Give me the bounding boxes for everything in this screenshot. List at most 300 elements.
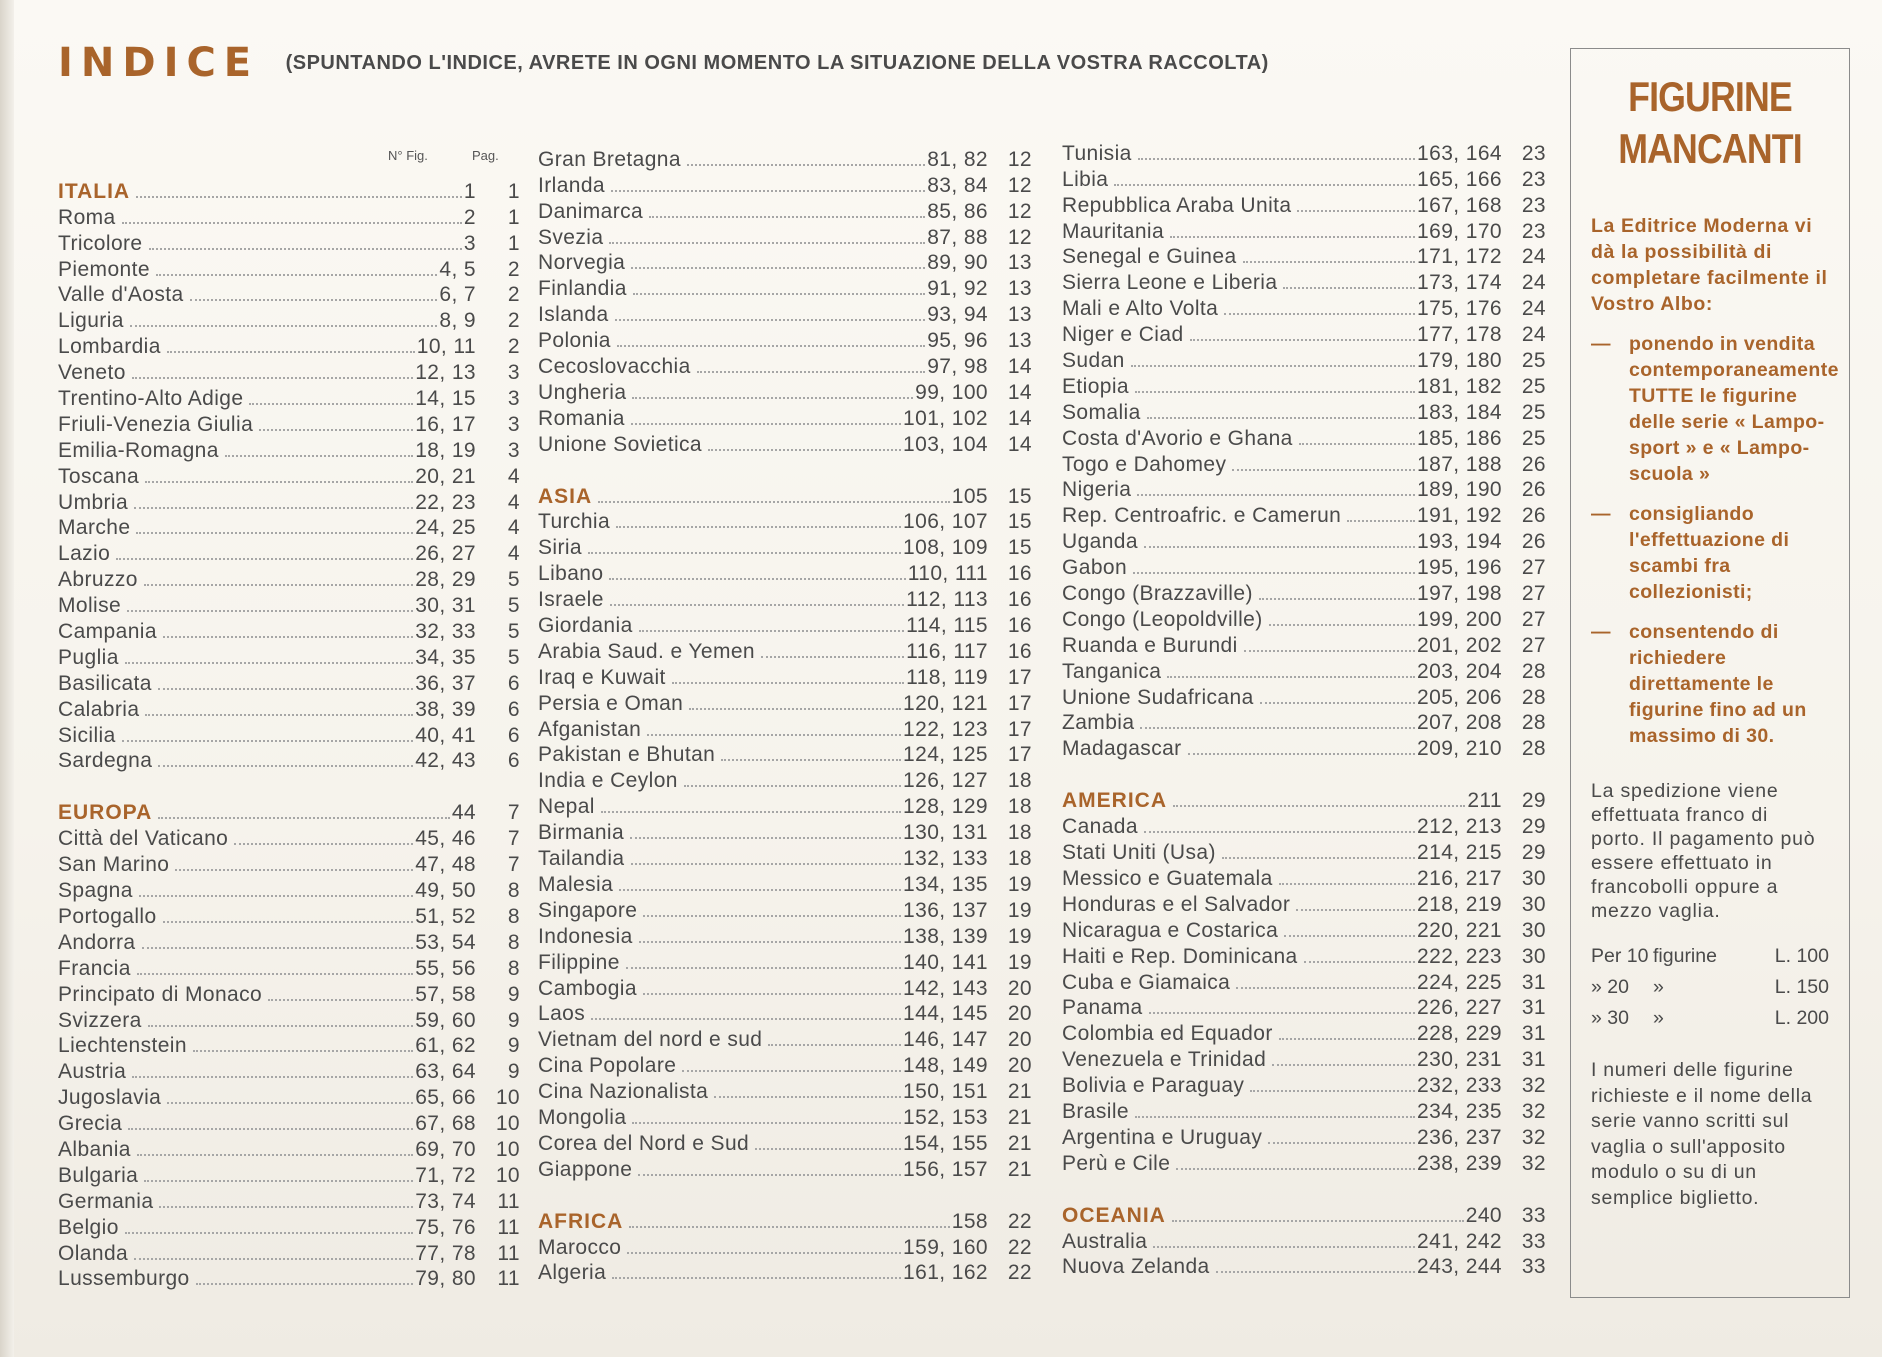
entry-name: Somalia — [1062, 400, 1141, 424]
index-row — [58, 1007, 520, 1033]
figure-numbers: 6, 7 — [439, 283, 476, 307]
figure-numbers: 26, 27 — [415, 542, 476, 566]
page-number: 21 — [1007, 1105, 1032, 1129]
page-number: 2 — [507, 335, 520, 359]
page-number: 4 — [507, 490, 520, 514]
index-row — [58, 1162, 520, 1188]
entry-name: Polonia — [538, 329, 611, 353]
figure-numbers: 97, 98 — [927, 355, 988, 379]
figure-numbers: 193, 194 — [1417, 530, 1502, 554]
entry-name: Unione Sovietica — [538, 432, 702, 456]
entry-name: Trentino-Alto Adige — [58, 387, 244, 411]
index-row — [58, 540, 520, 566]
entry-name: Liguria — [58, 309, 124, 333]
leader-dots — [609, 242, 925, 244]
leader-dots — [1297, 210, 1415, 212]
entry-name: Perù e Cile — [1062, 1151, 1171, 1175]
leader-dots — [1250, 1090, 1415, 1092]
entry-name: Etiopia — [1062, 374, 1130, 398]
page-number: 4 — [507, 542, 520, 566]
page-number: 11 — [497, 1189, 520, 1213]
closing-text: I numeri delle figurine richieste e il nome della serie vanno scritti sul vaglia o sull'apposito modulo o su di un semplice biglietto. — [1591, 1059, 1813, 1209]
index-row — [1062, 1098, 1546, 1124]
page-number: 21 — [1007, 1131, 1032, 1155]
figure-numbers: 124, 125 — [903, 743, 988, 767]
page-number: 11 — [497, 1215, 520, 1239]
entry-name: Ungheria — [538, 380, 627, 404]
entry-name: Cambogia — [538, 976, 637, 1000]
entry-name: Gabon — [1062, 556, 1128, 580]
index-row — [58, 618, 520, 644]
leader-dots — [167, 1102, 413, 1104]
index-row — [58, 877, 520, 903]
price-qty: Per 10 — [1591, 945, 1649, 967]
entry-name: Libia — [1062, 167, 1109, 191]
price-amount: L. 200 — [1774, 1007, 1829, 1029]
page-number: 14 — [1007, 380, 1032, 404]
index-row — [1062, 477, 1546, 503]
leader-dots — [1190, 339, 1416, 341]
entry-name: Sudan — [1062, 349, 1125, 373]
figure-numbers: 77, 78 — [415, 1241, 476, 1265]
index-row — [58, 1214, 520, 1240]
entry-name: Molise — [58, 594, 122, 618]
entry-name: Calabria — [58, 697, 140, 721]
figure-numbers: 191, 192 — [1417, 504, 1502, 528]
figure-numbers: 226, 227 — [1417, 996, 1502, 1020]
index-row — [538, 690, 1032, 716]
leader-dots — [193, 1050, 413, 1052]
entry-name: Grecia — [58, 1112, 123, 1136]
entry-name: San Marino — [58, 853, 170, 877]
leader-dots — [163, 636, 413, 638]
figure-numbers: 112, 113 — [906, 588, 988, 612]
page-number: 20 — [1007, 1002, 1032, 1026]
figure-numbers: 10, 11 — [416, 335, 476, 359]
page-number: 18 — [1007, 821, 1032, 845]
section-row — [58, 178, 520, 204]
leader-dots — [116, 558, 413, 560]
entry-name: Islanda — [538, 303, 609, 327]
leader-dots — [268, 999, 413, 1001]
figure-numbers: 91, 92 — [927, 277, 988, 301]
figure-numbers: 169, 170 — [1417, 219, 1502, 243]
entry-name: Haiti e Rep. Dominicana — [1062, 944, 1298, 968]
section-row — [1062, 1202, 1546, 1228]
leader-dots — [609, 578, 905, 580]
leader-dots — [125, 662, 413, 664]
bullet-dash: — — [1591, 333, 1611, 355]
figure-numbers: 140, 141 — [903, 950, 988, 974]
leader-dots — [1216, 1271, 1415, 1273]
page-number: 22 — [1007, 1261, 1032, 1285]
entry-name: Ruanda e Burundi — [1062, 633, 1238, 657]
index-row — [58, 437, 520, 463]
page-number: 31 — [1521, 1048, 1546, 1072]
page-number: 32 — [1521, 1074, 1546, 1098]
binding-spine — [0, 0, 14, 1357]
entry-name: Veneto — [58, 361, 126, 385]
leader-dots — [639, 630, 905, 632]
index-row — [58, 282, 520, 308]
figure-numbers: 16, 17 — [415, 412, 476, 436]
index-row — [538, 819, 1032, 845]
figure-numbers: 136, 137 — [903, 898, 988, 922]
figure-numbers: 73, 74 — [415, 1189, 476, 1213]
figure-numbers: 165, 166 — [1417, 167, 1502, 191]
figure-numbers: 171, 172 — [1417, 245, 1502, 269]
box-title — [1609, 71, 1811, 175]
page-number: 13 — [1007, 277, 1032, 301]
page-number: 22 — [1007, 1209, 1032, 1233]
page-number: 2 — [507, 257, 520, 281]
entry-name: Giappone — [538, 1157, 633, 1181]
page-number: 19 — [1007, 950, 1032, 974]
index-row — [58, 1058, 520, 1084]
entry-name: Argentina e Uruguay — [1062, 1125, 1263, 1149]
figure-numbers: 1 — [463, 179, 476, 203]
index-row — [538, 923, 1032, 949]
leader-dots — [1149, 1012, 1415, 1014]
figure-numbers: 3 — [463, 231, 476, 255]
page-number: 3 — [507, 387, 520, 411]
entry-name: Albania — [58, 1137, 131, 1161]
figure-numbers: 30, 31 — [415, 594, 476, 618]
leader-dots — [148, 1025, 413, 1027]
figure-numbers: 126, 127 — [903, 769, 988, 793]
page-number: 9 — [507, 1060, 520, 1084]
figure-numbers: 214, 215 — [1417, 841, 1502, 865]
entry-name: Mongolia — [538, 1105, 627, 1129]
entry-name: Francia — [58, 956, 131, 980]
entry-name: Costa d'Avorio e Ghana — [1062, 426, 1293, 450]
index-row — [538, 975, 1032, 1001]
page-number: 20 — [1007, 1028, 1032, 1052]
entry-name: Iraq e Kuwait — [538, 665, 666, 689]
figure-numbers: 243, 244 — [1417, 1255, 1502, 1279]
leader-dots — [627, 1252, 901, 1254]
leader-dots — [629, 1226, 949, 1228]
entry-name: Norvegia — [538, 251, 626, 275]
leader-dots — [615, 319, 926, 321]
entry-name: Honduras e el Salvador — [1062, 892, 1291, 916]
leader-dots — [687, 164, 925, 166]
index-row — [58, 1266, 520, 1292]
figure-numbers: 238, 239 — [1417, 1151, 1502, 1175]
entry-name: Toscana — [58, 464, 140, 488]
leader-dots — [149, 248, 462, 250]
figure-numbers: 40, 41 — [415, 723, 476, 747]
index-row — [1062, 735, 1546, 761]
entry-name: Marche — [58, 516, 131, 540]
index-row — [58, 670, 520, 696]
figure-numbers: 150, 151 — [903, 1080, 988, 1104]
leader-dots — [144, 1180, 413, 1182]
leader-dots — [122, 222, 462, 224]
page-number: 12 — [1007, 225, 1032, 249]
entry-name: Gran Bretagna — [538, 147, 681, 171]
leader-dots — [1135, 1116, 1415, 1118]
entry-name: OCEANIA — [1062, 1203, 1166, 1227]
index-row — [1062, 140, 1546, 166]
index-row — [538, 1052, 1032, 1078]
index-row — [538, 767, 1032, 793]
figure-numbers: 142, 143 — [903, 976, 988, 1000]
page-title: INDICE — [58, 40, 260, 86]
index-row — [538, 871, 1032, 897]
index-row — [58, 515, 520, 541]
leader-dots — [768, 1044, 901, 1046]
page-number: 7 — [507, 801, 520, 825]
entry-name: Brasile — [1062, 1099, 1129, 1123]
entry-name: Nigeria — [1062, 478, 1132, 502]
figure-numbers: 199, 200 — [1417, 607, 1502, 631]
bullet-dash: — — [1591, 503, 1611, 525]
figure-numbers: 146, 147 — [903, 1028, 988, 1052]
figure-numbers: 110, 111 — [907, 562, 988, 586]
entry-name: Rep. Centroafric. e Camerun — [1062, 504, 1342, 528]
index-row — [538, 301, 1032, 327]
figure-numbers: 211 — [1467, 789, 1502, 813]
leader-dots — [234, 843, 413, 845]
entry-name: Laos — [538, 1002, 586, 1026]
leader-dots — [1133, 572, 1415, 574]
page-number: 33 — [1521, 1229, 1546, 1253]
entry-name: Turchia — [538, 510, 611, 534]
missing-cards-box — [1570, 48, 1850, 1298]
leader-dots — [682, 1070, 901, 1072]
index-row — [58, 955, 520, 981]
page-number: 12 — [1007, 199, 1032, 223]
index-row — [1062, 891, 1546, 917]
page-number: 3 — [507, 412, 520, 436]
entry-name: Cina Nazionalista — [538, 1080, 709, 1104]
page-number: 28 — [1521, 659, 1546, 683]
index-row — [1062, 1124, 1546, 1150]
page-number: 24 — [1521, 323, 1546, 347]
leader-dots — [633, 293, 925, 295]
figure-numbers: 177, 178 — [1417, 323, 1502, 347]
figure-numbers: 51, 52 — [415, 904, 476, 928]
leader-dots — [626, 967, 901, 969]
page-number: 30 — [1521, 918, 1546, 942]
page-number: 8 — [507, 930, 520, 954]
page-number: 29 — [1521, 815, 1546, 839]
figure-numbers: 65, 66 — [415, 1086, 476, 1110]
index-column-1 — [58, 178, 520, 1291]
page-number: 6 — [507, 723, 520, 747]
figure-numbers: 173, 174 — [1417, 271, 1502, 295]
figure-numbers: 95, 96 — [927, 329, 988, 353]
figure-numbers: 197, 198 — [1417, 582, 1502, 606]
entry-name: Congo (Leopoldville) — [1062, 607, 1263, 631]
index-row — [58, 929, 520, 955]
leader-dots — [137, 1154, 413, 1156]
figure-numbers: 49, 50 — [415, 879, 476, 903]
index-row — [58, 1084, 520, 1110]
leader-dots — [643, 915, 901, 917]
leader-dots — [631, 423, 901, 425]
entry-name: Tricolore — [58, 231, 143, 255]
figure-numbers: 209, 210 — [1417, 737, 1502, 761]
leader-dots — [158, 817, 450, 819]
entry-name: Togo e Dahomey — [1062, 452, 1227, 476]
page-number: 8 — [507, 879, 520, 903]
page-number: 29 — [1521, 841, 1546, 865]
figure-numbers: 189, 190 — [1417, 478, 1502, 502]
entry-name: Romania — [538, 406, 625, 430]
page-number: 13 — [1007, 251, 1032, 275]
entry-name: Svezia — [538, 225, 604, 249]
leader-dots — [1259, 598, 1415, 600]
page-number: 8 — [507, 904, 520, 928]
leader-dots — [610, 604, 904, 606]
entry-name: AMERICA — [1062, 789, 1167, 813]
entry-name: Austria — [58, 1060, 127, 1084]
figure-numbers: 187, 188 — [1417, 452, 1502, 476]
entry-name: Mali e Alto Volta — [1062, 297, 1219, 321]
index-row — [1062, 606, 1546, 632]
figure-numbers: 34, 35 — [415, 645, 476, 669]
figure-numbers: 69, 70 — [415, 1137, 476, 1161]
entry-name: Liechtenstein — [58, 1034, 187, 1058]
entry-name: Lussemburgo — [58, 1267, 190, 1291]
figure-numbers: 93, 94 — [927, 303, 988, 327]
figure-numbers: 38, 39 — [415, 697, 476, 721]
leader-dots — [1144, 546, 1415, 548]
entry-name: Libano — [538, 562, 604, 586]
leader-dots — [1296, 909, 1415, 911]
index-row — [58, 230, 520, 256]
section-row — [58, 799, 520, 825]
index-row — [538, 897, 1032, 923]
entry-name: Madagascar — [1062, 737, 1182, 761]
leader-dots — [1244, 650, 1415, 652]
page-number: 17 — [1007, 665, 1032, 689]
figure-numbers: 71, 72 — [415, 1163, 476, 1187]
page-number: 10 — [495, 1112, 520, 1136]
figure-numbers: 228, 229 — [1417, 1022, 1502, 1046]
index-row — [1062, 218, 1546, 244]
index-row — [1062, 1228, 1546, 1254]
index-row — [1062, 295, 1546, 321]
page-number: 33 — [1521, 1203, 1546, 1227]
figure-numbers: 167, 168 — [1417, 193, 1502, 217]
figure-numbers: 99, 100 — [915, 380, 988, 404]
entry-name: Principato di Monaco — [58, 982, 263, 1006]
leader-dots — [1260, 702, 1415, 704]
entry-name: Venezuela e Trinidad — [1062, 1048, 1267, 1072]
page-number: 18 — [1007, 769, 1032, 793]
price-unit: » — [1653, 1007, 1664, 1029]
price-amount: L. 150 — [1774, 976, 1829, 998]
bullet-item — [1591, 501, 1829, 605]
page-number: 15 — [1007, 536, 1032, 560]
page-number: 10 — [495, 1137, 520, 1161]
entry-name: India e Ceylon — [538, 769, 678, 793]
leader-dots — [619, 889, 901, 891]
index-row — [58, 722, 520, 748]
figure-numbers: 207, 208 — [1417, 711, 1502, 735]
page-number: 14 — [1007, 432, 1032, 456]
index-row — [1062, 580, 1546, 606]
leader-dots — [672, 682, 904, 684]
leader-dots — [643, 993, 901, 995]
figure-numbers: 55, 56 — [415, 956, 476, 980]
entry-name: Valle d'Aosta — [58, 283, 184, 307]
figure-numbers: 20, 21 — [415, 464, 476, 488]
entry-name: Basilicata — [58, 671, 152, 695]
page-number: 20 — [1007, 976, 1032, 1000]
index-row — [58, 359, 520, 385]
page-number: 31 — [1521, 1022, 1546, 1046]
figure-numbers: 47, 48 — [415, 853, 476, 877]
page-number: 8 — [507, 956, 520, 980]
page-number: 17 — [1007, 717, 1032, 741]
page-number: 12 — [1007, 147, 1032, 171]
page-number: 5 — [507, 645, 520, 669]
page-number: 24 — [1521, 245, 1546, 269]
page-number: 7 — [507, 827, 520, 851]
index-row — [1062, 865, 1546, 891]
entry-name: Tanganica — [1062, 659, 1162, 683]
page-number: 6 — [507, 671, 520, 695]
page-number: 12 — [1007, 173, 1032, 197]
index-column-3 — [1062, 140, 1546, 1279]
leader-dots — [1153, 1246, 1415, 1248]
figure-numbers: 222, 223 — [1417, 944, 1502, 968]
figure-numbers: 83, 84 — [927, 173, 988, 197]
entry-name: Pakistan e Bhutan — [538, 743, 716, 767]
page-number: 19 — [1007, 872, 1032, 896]
leader-dots — [1269, 624, 1415, 626]
index-row — [58, 696, 520, 722]
figure-numbers: 59, 60 — [415, 1008, 476, 1032]
figure-numbers: 114, 115 — [906, 614, 988, 638]
price-amount: L. 100 — [1774, 945, 1829, 967]
leader-dots — [1188, 753, 1415, 755]
index-row — [58, 903, 520, 929]
index-row — [538, 716, 1032, 742]
entry-name: Irlanda — [538, 173, 606, 197]
bullet-item — [1591, 619, 1829, 749]
index-row — [1062, 192, 1546, 218]
page-number: 2 — [507, 309, 520, 333]
figure-numbers: 156, 157 — [903, 1157, 988, 1181]
page-number: 22 — [1007, 1235, 1032, 1259]
entry-name: Sardegna — [58, 749, 153, 773]
section-gap — [1062, 761, 1546, 787]
leader-dots — [598, 501, 950, 503]
figure-numbers: 53, 54 — [415, 930, 476, 954]
page-number: 15 — [1007, 510, 1032, 534]
page-number: 30 — [1521, 866, 1546, 890]
leader-dots — [1284, 935, 1415, 937]
index-row — [538, 353, 1032, 379]
entry-name: Indonesia — [538, 924, 633, 948]
leader-dots — [132, 1076, 413, 1078]
index-row — [538, 534, 1032, 560]
figure-numbers: 240 — [1465, 1203, 1502, 1227]
leader-dots — [167, 351, 415, 353]
entry-name: Tunisia — [1062, 141, 1132, 165]
figure-numbers: 203, 204 — [1417, 659, 1502, 683]
entry-name: Bulgaria — [58, 1163, 139, 1187]
leader-dots — [159, 1206, 413, 1208]
figure-numbers: 105 — [951, 484, 988, 508]
index-row — [1062, 1254, 1546, 1280]
figure-numbers: 179, 180 — [1417, 349, 1502, 373]
